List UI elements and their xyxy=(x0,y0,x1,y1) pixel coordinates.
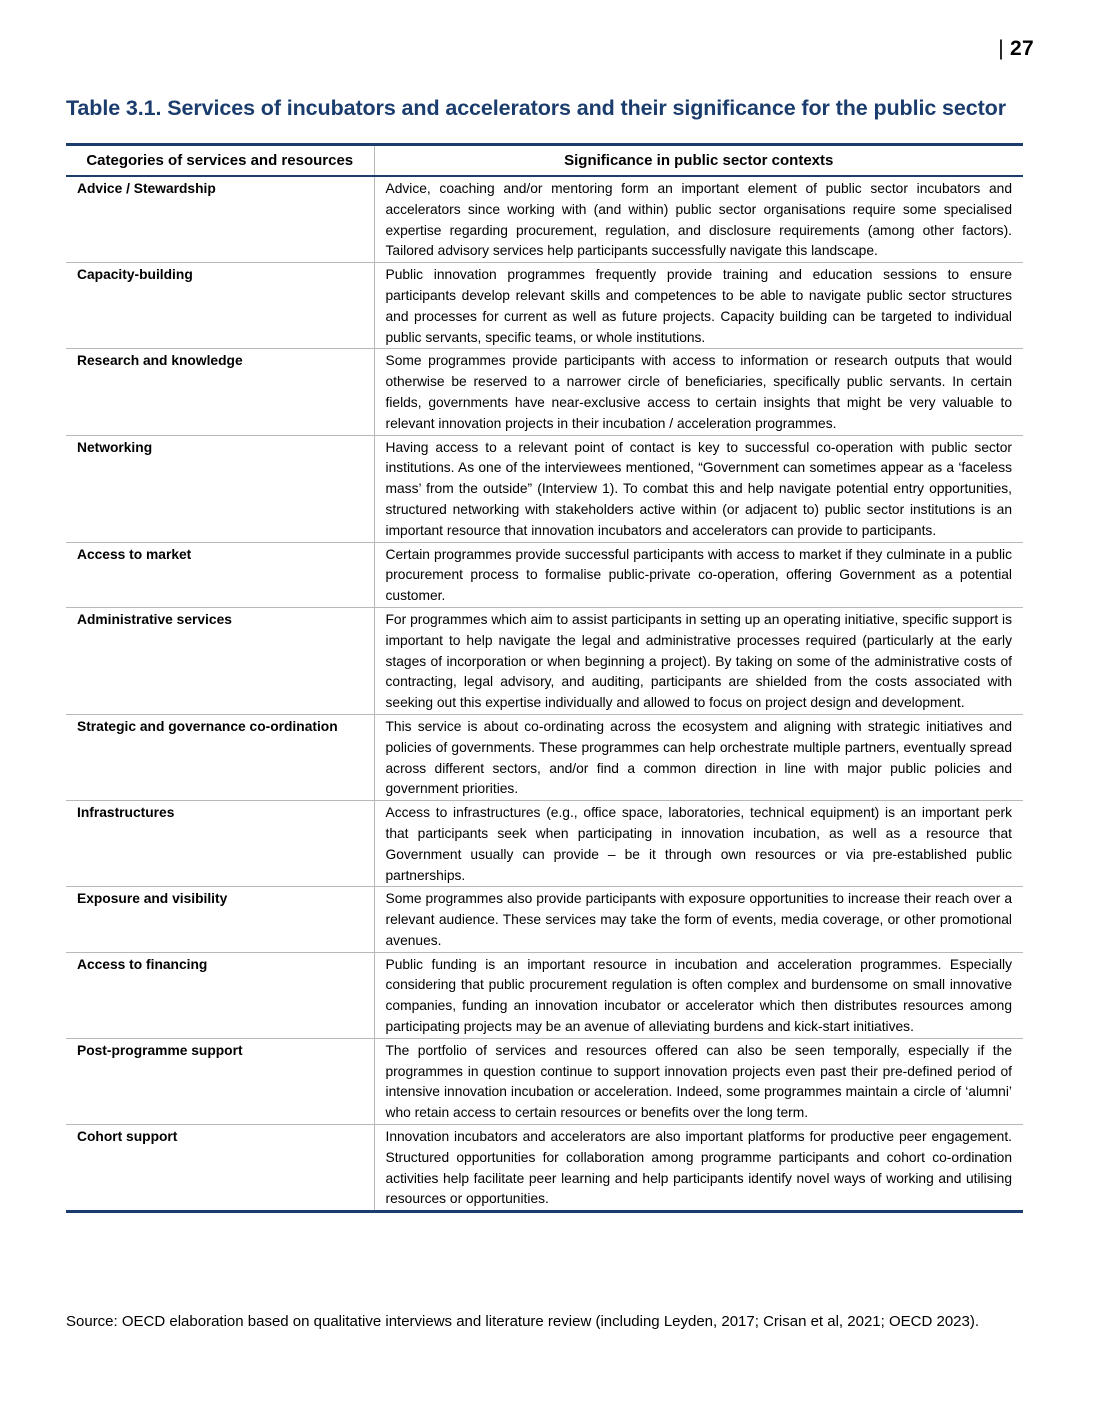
row-significance: Advice, coaching and/or mentoring form an important element of public sector incubators and accelerators since working with (and within) public sector organisations require some specialised expertise regarding procurement, regulation, and disclosure requirements (among other factors). Tailored advisory services help participants successfully navigate this landscape. xyxy=(385,181,1012,259)
table-row xyxy=(66,176,1023,263)
row-significance: For programmes which aim to assist participants in setting up an operating initiative, specific support is important to help navigate the legal and administrative processes required (particularly at the early stages of incorporation or when beginning a project). By taking on some of the administrative costs of contracting, legal advisory, and auditing, participants are shielded from the costs associated with seeking out this expertise individually and allowed to focus on project design and development. xyxy=(385,611,1012,711)
table-body xyxy=(66,176,1023,1212)
row-significance: Having access to a relevant point of contact is key to successful co-operation with public sector institutions. As one of the interviewees mentioned, “Government can sometimes appear as a ‘faceless mass’ from the outside” (Interview 1). To combat this and help navigate potential entry opportunities, structured networking with stakeholders active within (or adjacent to) public sector institutions is an important resource that innovation incubators and accelerators can provide to participants. xyxy=(385,439,1012,538)
row-category: Capacity-building xyxy=(66,263,374,349)
table-row xyxy=(66,263,1023,349)
table-row xyxy=(66,801,1023,887)
page-number xyxy=(998,37,1034,61)
table-row xyxy=(66,607,1023,714)
table-row xyxy=(66,1038,1023,1124)
row-significance: Innovation incubators and accelerators are also important platforms for productive peer engagement. Structured opportunities for collaboration among programme participants and cohort co-ordination activities help facilitate peer learning and help participants identify novel ways of working and utilising resources or opportunities. xyxy=(385,1129,1012,1207)
page-number-value: 27 xyxy=(1010,37,1034,60)
row-significance: Some programmes provide participants with access to information or research outputs that would otherwise be reserved to a narrower circle of beneficiaries, specifically public servants. In certain fields, governments have near-exclusive access to certain insights that might be very valuable to relevant innovation projects in their incubation / acceleration programmes. xyxy=(385,353,1012,431)
row-category: Cohort support xyxy=(66,1125,374,1212)
row-significance: Certain programmes provide successful participants with access to market if they culminate in a public procurement process to formalise public-private co-operation, offering Government as a potential customer. xyxy=(385,546,1012,604)
row-category: Advice / Stewardship xyxy=(66,176,374,263)
table-row xyxy=(66,952,1023,1038)
row-category: Administrative services xyxy=(66,607,374,714)
column-header-significance: Significance in public sector contexts xyxy=(374,145,1023,177)
page-number-separator: | xyxy=(998,37,1005,60)
row-category: Networking xyxy=(66,435,374,542)
table-row xyxy=(66,349,1023,435)
row-category: Infrastructures xyxy=(66,801,374,887)
table-row xyxy=(66,714,1023,800)
row-significance: Access to infrastructures (e.g., office space, laboratories, technical equipment) is an important perk that participants seek when participating in innovation incubation, as well as a resource that Government usually can provide – be it through own resources or via pre-established public partnerships. xyxy=(385,805,1012,883)
table-row xyxy=(66,435,1023,542)
table-header-row xyxy=(66,145,1023,177)
row-significance: This service is about co-ordinating across the ecosystem and aligning with strategic initiatives and policies of governments. These programmes can help orchestrate multiple partners, eventually spread across different sectors, and/or find a common direction in line with major public policies and government priorities. xyxy=(385,718,1012,797)
table-header xyxy=(66,145,1023,177)
row-category: Access to market xyxy=(66,542,374,607)
row-significance: Some programmes also provide participants with exposure opportunities to increase their reach over a relevant audience. These services may take the form of events, media coverage, or other promotional avenues. xyxy=(385,891,1012,948)
table-row xyxy=(66,887,1023,952)
table-row xyxy=(66,1125,1023,1212)
source-note: Source: OECD elaboration based on qualitative interviews and literature review (including Leyden, 2017; Crisan et al, 2021; OECD 2023). xyxy=(66,1313,980,1330)
services-table-container xyxy=(66,143,1023,1213)
services-table xyxy=(66,143,1023,1213)
row-significance: Public funding is an important resource in incubation and acceleration programmes. Especially considering that public procurement regulation is often complex and burdensome on small innovative companies, funding an innovation incubator or accelerator which then distributes resources among participating projects may be an avenue of alleviating burdens and kick-start initiatives. xyxy=(385,956,1012,1035)
row-category: Post-programme support xyxy=(66,1038,374,1124)
table-row xyxy=(66,542,1023,607)
row-significance: The portfolio of services and resources offered can also be seen temporally, especially if the programmes in question continue to support innovation projects even past their pre-defined period of intensive innovation incubation or acceleration. Indeed, some programmes maintain a circle of ‘alumni’ who retain access to certain resources or benefits over the long term. xyxy=(385,1042,1012,1121)
row-category: Research and knowledge xyxy=(66,349,374,435)
row-category: Strategic and governance co-ordination xyxy=(66,714,374,800)
table-title: Table 3.1. Services of incubators and accelerators and their significance for the public sector xyxy=(66,96,1006,120)
row-category: Exposure and visibility xyxy=(66,887,374,952)
row-category: Access to financing xyxy=(66,952,374,1038)
row-significance: Public innovation programmes frequently provide training and education sessions to ensure participants develop relevant skills and competences to be able to navigate public sector structures and processes for current as well as future projects. Capacity building can be targeted to individual public servants, specific teams, or whole institutions. xyxy=(385,267,1012,345)
column-header-categories: Categories of services and resources xyxy=(66,145,374,177)
